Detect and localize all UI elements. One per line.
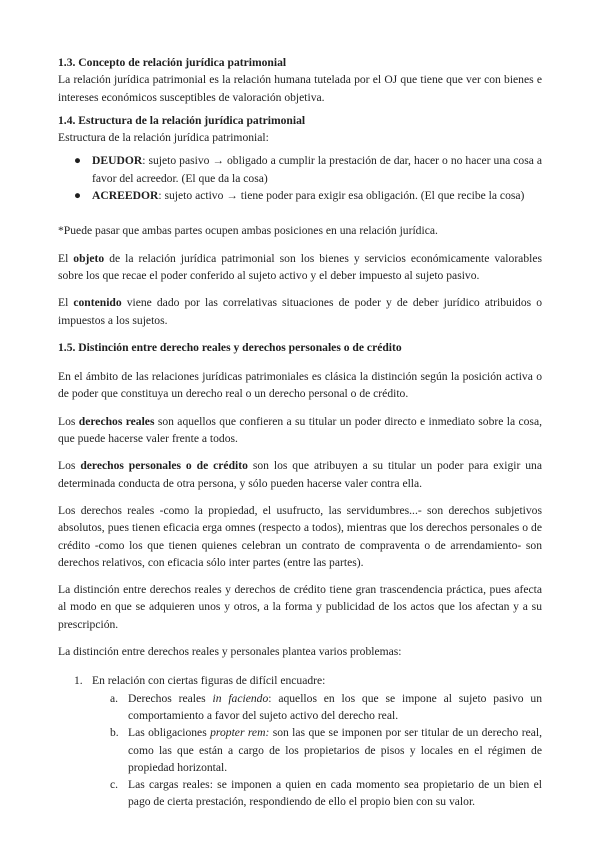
list-item-text: En relación con ciertas figuras de difícil encuadre: (92, 674, 326, 688)
term-acreedor: ACREEDOR (92, 189, 159, 203)
list-marker: c. (110, 778, 119, 792)
term-derechos-personales: derechos personales o de crédito (80, 459, 248, 473)
paragraph: Estructura de la relación jurídica patrimonial: (58, 131, 269, 145)
numbered-list (58, 672, 542, 810)
list-item (58, 672, 542, 810)
paragraph-contenido (58, 294, 542, 329)
paragraph: La relación jurídica patrimonial es la relación humana tutelada por el OJ que tiene que ver con bienes e intereses económicos susceptibles de valoración objetiva. (58, 73, 542, 104)
text-run: El (58, 296, 74, 310)
text-run: de la relación jurídica patrimonial son los bienes y servicios económicamente valorables sobre los que recae el poder conferido al sujeto activo y el deber impuesto al sujeto pasivo. (58, 251, 542, 282)
sub-list-item (92, 690, 542, 725)
term-objeto: objeto (73, 251, 105, 265)
list-item (58, 152, 542, 187)
note-paragraph: *Puede pasar que ambas partes ocupen ambas posiciones en una relación jurídica. (58, 224, 438, 238)
text-run: viene dado por las correlativas situaciones de poder y de deber jurídico atribuidos o impuestos a los sujetos. (58, 296, 542, 327)
list-marker: b. (110, 726, 119, 740)
text-run: Las cargas reales: se imponen a quien en cada momento sea propietario de un bien el pago de cierta prestación, respondiendo de ello el propio bien con su valor. (128, 778, 542, 809)
document-page (58, 54, 542, 811)
paragraph: La distinción entre derechos reales y personales plantea varios problemas: (58, 645, 402, 659)
paragraph: En el ámbito de las relaciones jurídicas patrimoniales es clásica la distinción según la posición activa o de poder que constituya un derecho real o un derecho personal o de crédito. (58, 370, 542, 401)
paragraph-derechos-reales (58, 413, 542, 448)
text-run: El (58, 251, 74, 265)
sub-list-item (92, 776, 542, 811)
list-item-text: : sujeto activo → tiene poder para exigir esa obligación. (El que recibe la cosa) (158, 189, 525, 203)
sub-list (92, 690, 542, 811)
text-run: Derechos reales (128, 691, 213, 705)
list-marker: a. (110, 691, 119, 705)
latin-term: in faciendo (212, 691, 269, 705)
text-run: son aquellos que confieren a su titular un poder directo e inmediato sobre la cosa, que puede hacerse valer frente a todos. (58, 414, 542, 446)
text-run: Las obligaciones (128, 726, 211, 740)
section-heading-1-5: 1.5. Distinción entre derecho reales y derechos personales o de crédito (58, 340, 402, 354)
paragraph: Los derechos reales -como la propiedad, el usufructo, las servidumbres...- son derechos subjetivos absolutos, pues tienen eficacia erga omnes (respecto a todos), mientras que los derechos personales o de crédito -como los que tienen quienes celebran un contrato de compraventa o de arrendamiento- son derechos relativos, con eficacia sólo inter partes (entre las partes). (58, 503, 542, 569)
text-run: Los (58, 414, 79, 428)
term-deudor: DEUDOR (92, 154, 143, 168)
latin-term: propter rem: (210, 726, 270, 740)
bullet-icon: ● (74, 154, 82, 168)
paragraph-derechos-personales (58, 457, 542, 492)
text-run: son los que atribuyen a su titular un poder para exigir una determinada conducta de otra persona, y sólo pueden hacerse valer contra ella. (58, 459, 542, 490)
text-run: : aquellos en los que se impone al sujeto pasivo un comportamiento a favor del sujeto activo del derecho real. (128, 691, 543, 722)
section-heading-1-4: 1.4. Estructura de la relación jurídica patrimonial (58, 113, 306, 127)
text-run: Los (58, 459, 81, 473)
list-item (58, 187, 542, 204)
section-heading-1-3: 1.3. Concepto de relación jurídica patrimonial (58, 56, 287, 69)
bullet-list (58, 152, 542, 204)
term-contenido: contenido (73, 296, 122, 310)
list-item-text: : sujeto pasivo → obligado a cumplir la prestación de dar, hacer o no hacer una cosa a favor del acreedor. (El que da la cosa) (92, 154, 542, 185)
paragraph-objeto (58, 250, 542, 285)
paragraph: La distinción entre derechos reales y derechos de crédito tiene gran trascendencia práctica, pues afecta al modo en que se adquieren unos y otros, a la forma y publicidad de los actos que los afectan y a su prescripción. (58, 583, 542, 631)
term-derechos-reales: derechos reales (78, 414, 155, 428)
sub-list-item (92, 724, 542, 776)
list-marker: 1. (74, 674, 83, 688)
text-run: son las que se imponen por ser titular de un derecho real, como las que están a cargo de los propietarios de pisos y locales en el régimen de propiedad horizontal. (128, 726, 542, 774)
bullet-icon: ● (74, 189, 82, 203)
